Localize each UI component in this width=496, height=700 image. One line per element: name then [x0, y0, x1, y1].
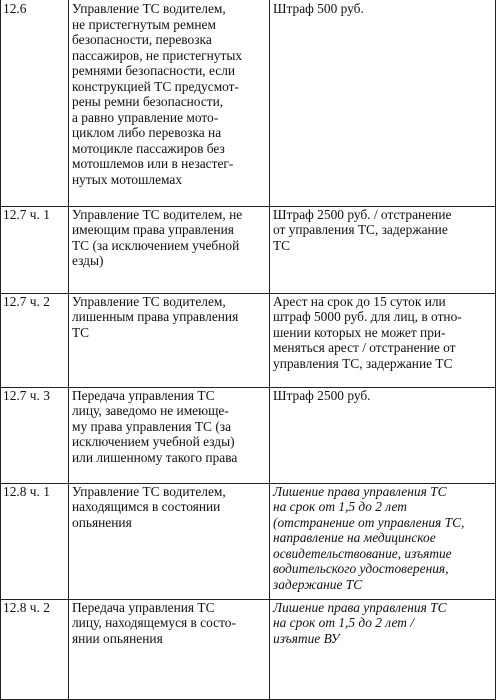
- offense-cell: [69, 206, 270, 293]
- offense-text-line: Управление ТС водителем, не: [72, 206, 243, 222]
- offense-text-line: нутых мотошлемах: [72, 171, 183, 187]
- article-number: 12.6: [3, 1, 27, 16]
- article-cell: [1, 387, 69, 483]
- penalty-text-line: (отстранение от управления ТС,: [273, 514, 465, 530]
- offense-text-line: лицу, заведомо не имеюще-: [72, 403, 229, 418]
- offense-text-line: Передача управления ТС: [72, 387, 215, 403]
- penalties-table-body: [1, 0, 496, 699]
- penalty-text-line: на срок от 1,5 до 2 лет: [273, 499, 407, 514]
- penalty-text-line: направление на медицинское: [273, 530, 436, 545]
- offense-text-line: ТС (за исключением учебной: [72, 237, 240, 253]
- offense-text-line: Управление ТС водителем,: [72, 1, 226, 16]
- penalty-cell: [270, 206, 496, 293]
- offense-text-line: мотошлемов или в незастег-: [72, 156, 234, 171]
- article-cell: [1, 206, 69, 293]
- penalty-cell: [270, 483, 496, 599]
- penalty-text-line: от управления ТС, задержание: [273, 222, 448, 237]
- penalty-text-line: изъятие ВУ: [273, 630, 340, 646]
- offense-text-line: конструкцией ТС предусмот-: [72, 78, 239, 94]
- penalty-text-line: Штраф 500 руб.: [273, 1, 364, 16]
- offense-text-line: му права управления ТС (за: [72, 418, 232, 434]
- penalty-text-line: освидетельствование, изъятие: [273, 545, 452, 561]
- penalty-text-line: ТС: [273, 237, 291, 253]
- offense-cell: [69, 387, 270, 483]
- offense-text-line: имеющим права управления: [72, 222, 234, 237]
- penalty-text-line: шении которых не может при-: [273, 324, 446, 340]
- article-number: 12.8 ч. 2: [3, 599, 50, 615]
- offense-text-line: Управление ТС водителем,: [72, 483, 226, 499]
- penalty-text-line: Арест на срок до 15 суток или: [273, 293, 446, 309]
- table-row: [1, 293, 496, 387]
- penalty-cell: [270, 293, 496, 387]
- penalty-cell: [270, 387, 496, 483]
- table-row: [1, 483, 496, 599]
- offense-text-line: ремнями безопасности, если: [72, 63, 236, 78]
- offense-text-line: а равно управление мото-: [72, 109, 219, 125]
- offense-text-line: пассажиров, не пристегнутых: [72, 47, 243, 63]
- penalty-text-line: меняться арест / отстранение от: [273, 340, 456, 355]
- offense-text-line: циклом либо перевозка на: [72, 125, 222, 140]
- offense-text-line: находящимся в состоянии: [72, 499, 221, 514]
- penalty-text-line: Штраф 2500 руб.: [273, 387, 371, 403]
- article-cell: [1, 483, 69, 599]
- penalty-text-line: Лишение права управления ТС: [273, 483, 447, 499]
- offense-cell: [69, 293, 270, 387]
- offense-text-line: янии опьянения: [72, 630, 163, 646]
- offense-text-line: рены ремни безопасности,: [72, 94, 224, 109]
- article-number: 12.7 ч. 1: [3, 206, 50, 222]
- article-cell: [1, 0, 69, 206]
- offense-text-line: или лишенному такого права: [72, 449, 238, 465]
- article-number: 12.7 ч. 3: [3, 387, 50, 403]
- article-number: 12.7 ч. 2: [3, 293, 50, 309]
- offense-cell: [69, 483, 270, 599]
- offense-text-line: ТС: [72, 324, 90, 340]
- article-number: 12.8 ч. 1: [3, 483, 50, 499]
- penalty-text-line: штраф 5000 руб. для лиц, в отно-: [273, 309, 462, 324]
- table-row: [1, 387, 496, 483]
- penalty-text-line: управления ТС, задержание ТС: [273, 355, 453, 371]
- penalty-text-line: Лишение права управления ТС: [273, 599, 447, 615]
- offense-text-line: езды): [72, 253, 104, 268]
- offense-text-line: мотоцикле пассажиров без: [72, 140, 225, 156]
- offense-text-line: лицу, находящемуся в состо-: [72, 615, 236, 630]
- penalty-cell: [270, 599, 496, 699]
- offense-text-line: не пристегнутым ремнем: [72, 16, 216, 32]
- offense-text-line: лишенным права управления: [72, 309, 239, 324]
- offense-cell: [69, 0, 270, 206]
- article-cell: [1, 293, 69, 387]
- offense-text-line: опьянения: [72, 514, 132, 530]
- penalty-text-line: на срок от 1,5 до 2 лет /: [273, 615, 414, 630]
- offense-text-line: Управление ТС водителем,: [72, 293, 226, 309]
- penalty-text-line: задержание ТС: [273, 576, 363, 592]
- offense-text-line: Передача управления ТС: [72, 599, 215, 615]
- penalty-cell: [270, 0, 496, 206]
- article-cell: [1, 599, 69, 699]
- offense-text-line: исключением учебной езды): [72, 434, 235, 449]
- table-row: [1, 599, 496, 699]
- table-row: [1, 0, 496, 206]
- offense-cell: [69, 599, 270, 699]
- penalty-text-line: Штраф 2500 руб. / отстранение: [273, 206, 452, 222]
- table-row: [1, 206, 496, 293]
- offense-text-line: безопасности, перевозка: [72, 32, 212, 47]
- penalty-text-line: водительского удостоверения,: [273, 561, 449, 576]
